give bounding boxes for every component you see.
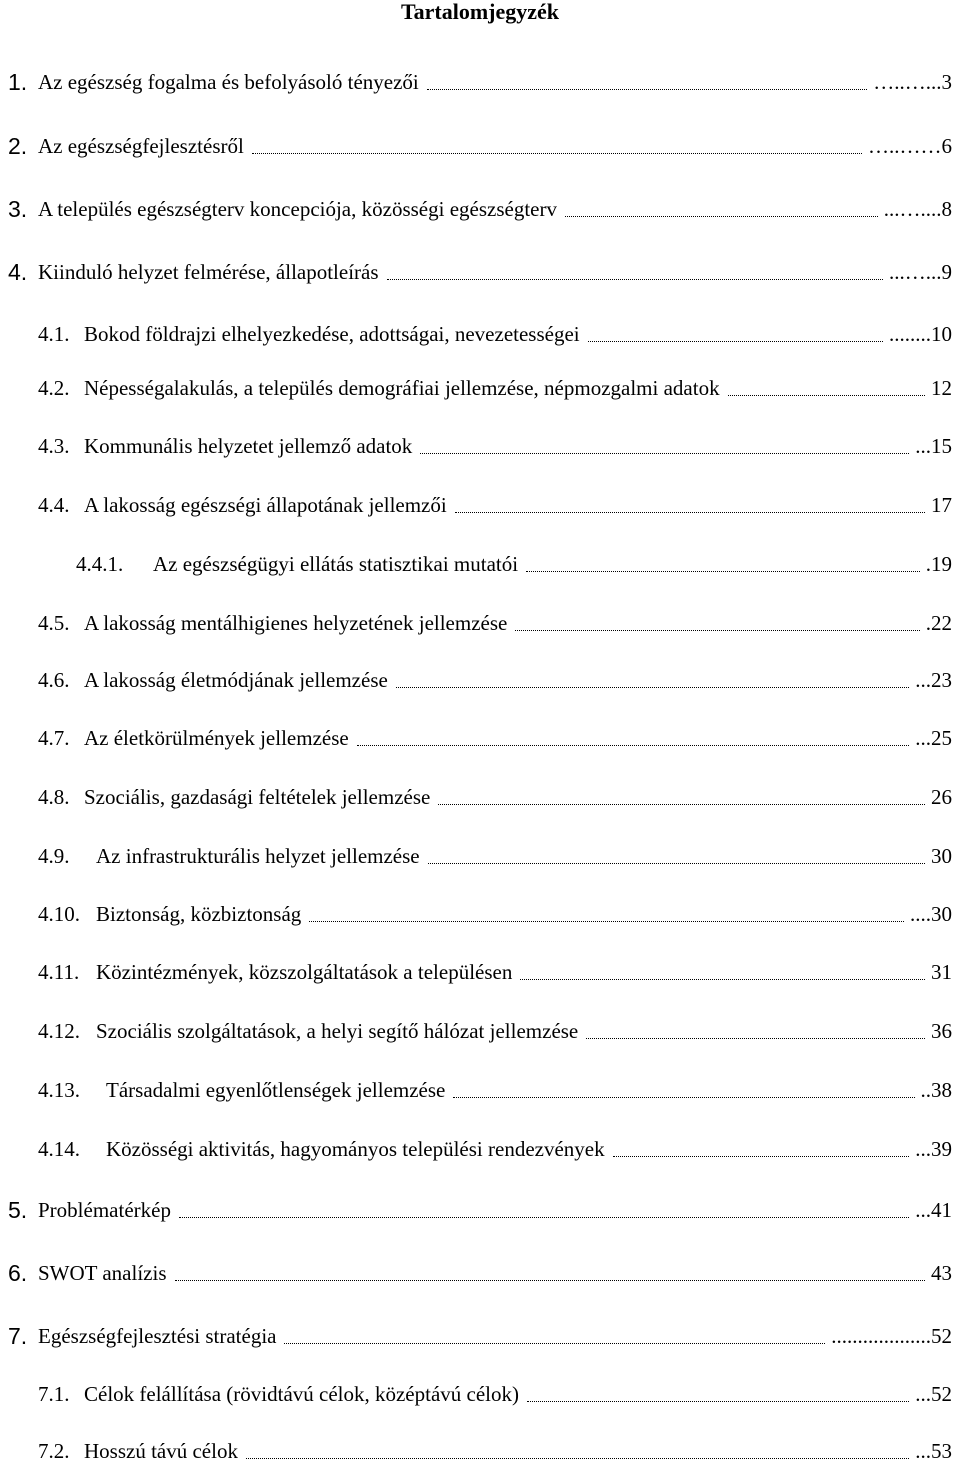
- toc-entry[interactable]: [0, 132, 960, 160]
- toc-entry[interactable]: [0, 958, 960, 986]
- toc-title: Tartalomjegyzék: [400, 0, 560, 24]
- toc-entry[interactable]: [0, 842, 960, 870]
- toc-entry-label: Népességalakulás, a település demográfiai jellemzése, népmozgalmi adatok: [84, 376, 720, 400]
- toc-entry-page: ...41: [915, 1198, 952, 1222]
- toc-leader-dots: [455, 498, 925, 513]
- toc-entry-page: 31: [931, 960, 952, 984]
- toc-entry-label: Szociális, gazdasági feltételek jellemzése: [84, 785, 431, 809]
- toc-entry-page: ...…....8: [883, 197, 952, 221]
- toc-entry[interactable]: [0, 666, 960, 694]
- toc-entry-label: Az infrastrukturális helyzet jellemzése: [96, 844, 420, 868]
- toc-entry-page: ...39: [915, 1137, 952, 1161]
- toc-entry[interactable]: [0, 320, 960, 348]
- toc-entry-number: 4.4.: [38, 493, 70, 517]
- toc-entry-label: Az életkörülmények jellemzése: [84, 726, 349, 750]
- toc-leader-dots: [357, 731, 909, 746]
- toc-entry-number: 4.5.: [38, 611, 70, 635]
- toc-entry-page: ...15: [915, 434, 952, 458]
- toc-entry[interactable]: [0, 1380, 960, 1408]
- toc-leader-dots: [284, 1329, 825, 1344]
- toc-leader-dots: [613, 1142, 909, 1157]
- toc-entry-label: A lakosság életmódjának jellemzése: [84, 668, 388, 692]
- toc-entry[interactable]: [0, 432, 960, 460]
- toc-entry-label: A település egészségterv koncepciója, közösségi egészségterv: [38, 197, 557, 221]
- toc-entry-page: .19: [925, 552, 952, 576]
- toc-entry[interactable]: [0, 374, 960, 402]
- toc-entry[interactable]: [0, 491, 960, 519]
- toc-leader-dots: [526, 557, 920, 572]
- toc-entry-number: 4.1.: [38, 322, 70, 346]
- toc-entry[interactable]: [0, 1259, 960, 1287]
- toc-entry[interactable]: [0, 550, 960, 578]
- toc-entry-number: 4.9.: [38, 844, 70, 868]
- toc-entry-label: A lakosság egészségi állapotának jellemzői: [84, 493, 447, 517]
- toc-entry[interactable]: [0, 783, 960, 811]
- toc-entry-number: 4.11.: [38, 960, 80, 984]
- toc-entry-label: SWOT analízis: [38, 1261, 167, 1285]
- toc-entry[interactable]: [0, 900, 960, 928]
- toc-leader-dots: [438, 790, 925, 805]
- toc-entry-page: 30: [931, 844, 952, 868]
- toc-leader-dots: [588, 327, 883, 342]
- toc-entry-label: Az egészség fogalma és befolyásoló tényezői: [38, 70, 419, 94]
- toc-leader-dots: [728, 381, 925, 396]
- toc-entry-page: 12: [931, 376, 952, 400]
- toc-entry-number: 2.: [8, 133, 28, 159]
- toc-entry-page: ...25: [915, 726, 952, 750]
- toc-entry-page: ........10: [889, 322, 952, 346]
- toc-leader-dots: [515, 616, 920, 631]
- toc-entry-number: 4.: [8, 259, 28, 285]
- toc-entry-page: ...................52: [831, 1324, 952, 1348]
- toc-entry[interactable]: [0, 1135, 960, 1163]
- toc-entry-number: 4.14.: [38, 1137, 80, 1161]
- toc-leader-dots: [387, 265, 883, 280]
- toc-entry[interactable]: [0, 1017, 960, 1045]
- toc-entry-number: 4.10.: [38, 902, 80, 926]
- toc-entry-page: ....30: [910, 902, 952, 926]
- toc-entry-label: Hosszú távú célok: [84, 1439, 238, 1463]
- toc-entry[interactable]: [0, 1322, 960, 1350]
- toc-entry-number: 7.1.: [38, 1382, 70, 1406]
- toc-entry-number: 4.13.: [38, 1078, 80, 1102]
- toc-leader-dots: [179, 1203, 909, 1218]
- toc-entry-number: 4.8.: [38, 785, 70, 809]
- toc-entry-label: Bokod földrajzi elhelyezkedése, adottságai, nevezetességei: [84, 322, 580, 346]
- toc-entry[interactable]: [0, 1437, 960, 1465]
- toc-entry-number: 4.7.: [38, 726, 70, 750]
- toc-entry-label: Az egészségfejlesztésről: [38, 134, 244, 158]
- toc-entry-page: ..38: [920, 1078, 952, 1102]
- toc-leader-dots: [252, 139, 862, 154]
- toc-leader-dots: [309, 907, 904, 922]
- toc-entry[interactable]: [0, 609, 960, 637]
- toc-entry-page: ...…...9: [889, 260, 952, 284]
- toc-entry-page: ...23: [915, 668, 952, 692]
- toc-entry-page: 26: [931, 785, 952, 809]
- toc-leader-dots: [565, 202, 878, 217]
- toc-entry[interactable]: [0, 258, 960, 286]
- toc-entry[interactable]: [0, 1076, 960, 1104]
- toc-entry-number: 5.: [8, 1197, 28, 1223]
- toc-leader-dots: [527, 1387, 909, 1402]
- toc-entry-number: 4.4.1.: [76, 552, 124, 576]
- toc-entry-page: 17: [931, 493, 952, 517]
- toc-entry-label: Az egészségügyi ellátás statisztikai mutatói: [153, 552, 519, 576]
- toc-entry-label: Közintézmények, közszolgáltatások a településen: [96, 960, 513, 984]
- toc-entry-number: 1.: [8, 69, 28, 95]
- toc-entry-label: Társadalmi egyenlőtlenségek jellemzése: [106, 1078, 446, 1102]
- toc-leader-dots: [246, 1444, 909, 1459]
- toc-leader-dots: [586, 1024, 925, 1039]
- toc-entry-number: 4.6.: [38, 668, 70, 692]
- toc-entry-label: Biztonság, közbiztonság: [96, 902, 302, 926]
- toc-leader-dots: [396, 673, 909, 688]
- toc-entry-label: Kommunális helyzetet jellemző adatok: [84, 434, 413, 458]
- toc-entry[interactable]: [0, 1196, 960, 1224]
- toc-leader-dots: [175, 1266, 925, 1281]
- toc-entry-page: .22: [925, 611, 952, 635]
- toc-entry-page: ...53: [915, 1439, 952, 1463]
- toc-entry-number: 3.: [8, 196, 28, 222]
- toc-entry-page: …..……6: [868, 134, 952, 158]
- toc-entry-label: A lakosság mentálhigienes helyzetének jellemzése: [84, 611, 508, 635]
- toc-entry-number: 7.2.: [38, 1439, 70, 1463]
- toc-entry[interactable]: [0, 724, 960, 752]
- toc-entry[interactable]: [0, 68, 960, 96]
- toc-entry-label: Egészségfejlesztési stratégia: [38, 1324, 277, 1348]
- toc-entry-page: ...52: [915, 1382, 952, 1406]
- toc-leader-dots: [453, 1083, 915, 1098]
- toc-leader-dots: [520, 965, 925, 980]
- toc-entry-page: …..…...3: [873, 70, 952, 94]
- toc-entry-number: 4.2.: [38, 376, 70, 400]
- toc-entry-number: 6.: [8, 1260, 28, 1286]
- toc-entry-number: 4.12.: [38, 1019, 80, 1043]
- toc-leader-dots: [427, 75, 867, 90]
- toc-entry-number: 4.3.: [38, 434, 70, 458]
- toc-entry-page: 36: [931, 1019, 952, 1043]
- toc-entry-label: Célok felállítása (rövidtávú célok, középtávú célok): [84, 1382, 520, 1406]
- toc-entry-label: Kiinduló helyzet felmérése, állapotleírás: [38, 260, 379, 284]
- toc-entry-number: 7.: [8, 1323, 28, 1349]
- toc-leader-dots: [420, 439, 909, 454]
- toc-entry-label: Közösségi aktivitás, hagyományos települési rendezvények: [106, 1137, 605, 1161]
- toc-entry-page: 43: [931, 1261, 952, 1285]
- toc-entry-label: Problématérkép: [38, 1198, 171, 1222]
- toc-leader-dots: [428, 849, 925, 864]
- toc-entry[interactable]: [0, 195, 960, 223]
- toc-entry-label: Szociális szolgáltatások, a helyi segítő hálózat jellemzése: [96, 1019, 579, 1043]
